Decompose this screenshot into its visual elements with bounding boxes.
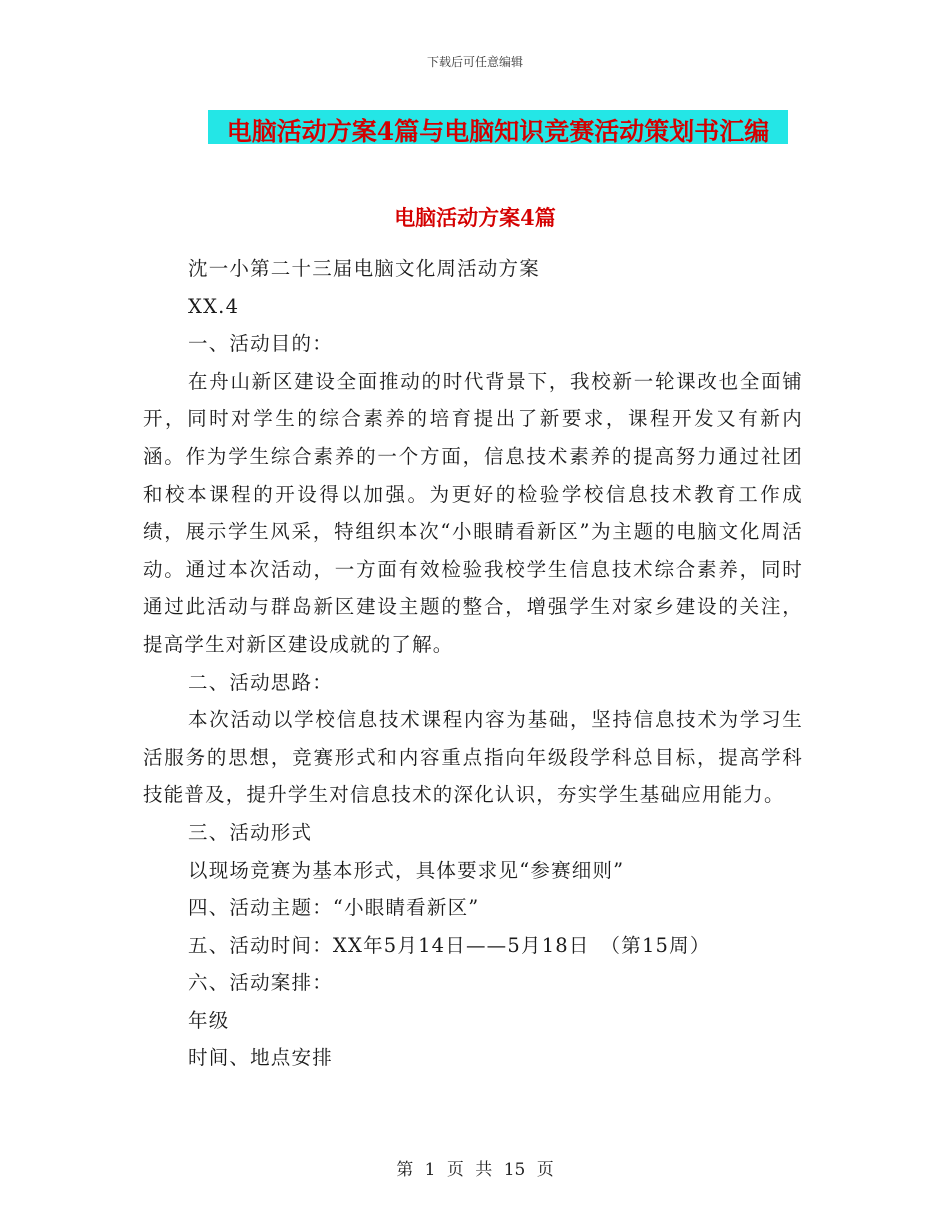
- header-note: 下载后可任意编辑: [426, 55, 523, 69]
- paragraph: 四、活动主题：“小眼睛看新区”: [188, 896, 480, 920]
- paragraph: 时间、地点安排: [188, 1046, 333, 1070]
- document-title: 电脑活动方案4篇与电脑知识竞赛活动策划书汇编: [226, 117, 770, 146]
- document-body: [143, 250, 803, 1077]
- paragraph: 沈一小第二十三届电脑文化周活动方案: [188, 257, 540, 280]
- paragraph: 二、活动思路：: [188, 670, 333, 694]
- paragraph: XX.4: [188, 294, 240, 318]
- paragraph: 年级: [188, 1008, 230, 1032]
- paragraph: 三、活动形式: [188, 820, 313, 844]
- paragraph: 本次活动以学校信息技术课程内容为基础，坚持信息技术为学习生活服务的思想，竞赛形式和内容重点指向年级段学科总目标，提高学科技能普及，提升学生对信息技术的深化认识，夯实学生基础应用能力。: [143, 708, 803, 807]
- paragraph: 以现场竞赛为基本形式，具体要求见“参赛细则”: [188, 858, 625, 882]
- paragraph: 六、活动案排：: [188, 971, 333, 995]
- page-footer: 第 1 页 共 15 页: [396, 1160, 554, 1180]
- paragraph: 一、活动目的：: [188, 332, 333, 356]
- paragraph: 在舟山新区建设全面推动的时代背景下，我校新一轮课改也全面铺开，同时对学生的综合素养的培育提出了新要求，课程开发又有新内涵。作为学生综合素养的一个方面，信息技术素养的提高努力通过社团和校本课程的开设得以加强。为更好的检验学校信息技术教育工作成绩，展示学生风采，特组织本次“小眼睛看新区”为主题的电脑文化周活动。通过本次活动，一方面有效检验我校学生信息技术综合素养，同时通过此活动与群岛新区建设主题的整合，增强学生对家乡建设的关注，提高学生对新区建设成就的了解。: [143, 369, 803, 656]
- section-title: 电脑活动方案4篇: [394, 205, 556, 230]
- paragraph: 五、活动时间：XX年5月14日——5月18日 （第15周）: [188, 933, 711, 957]
